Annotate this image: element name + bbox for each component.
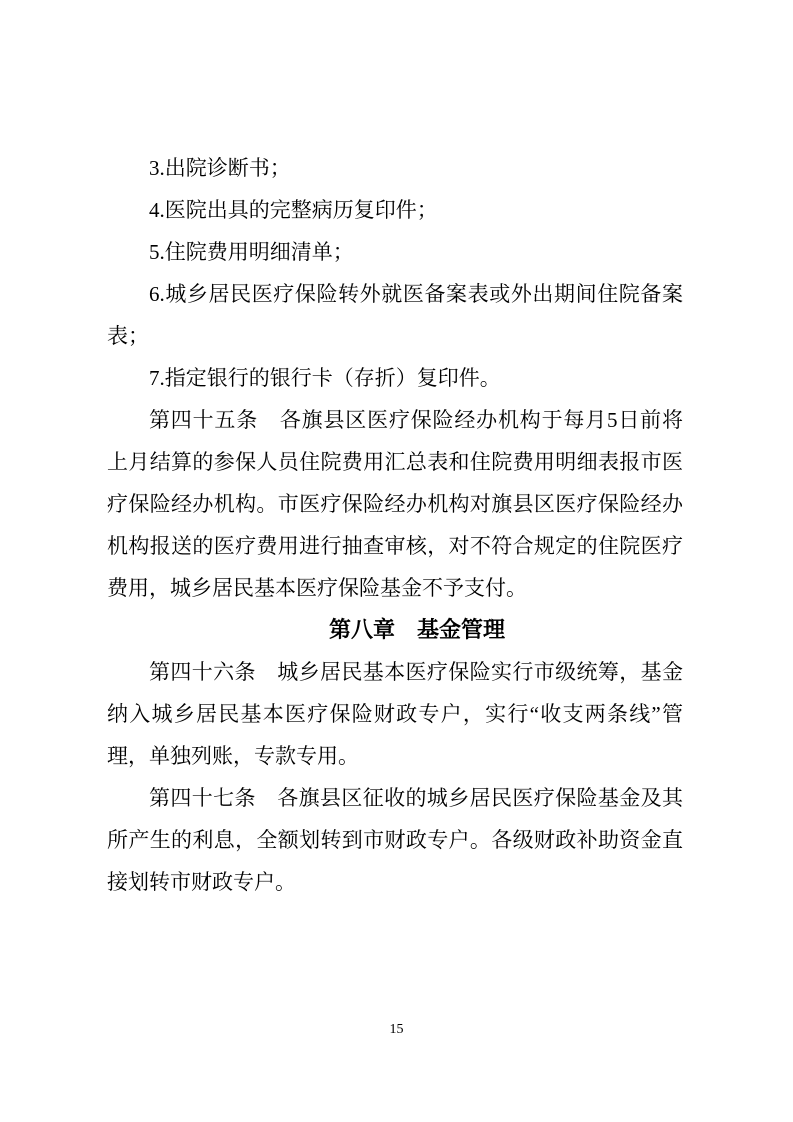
list-item-5: 5.住院费用明细清单；: [149, 240, 354, 264]
article-46-paragraph: 第四十六条 城乡居民基本医疗保险实行市级统筹，基金纳入城乡居民基本医疗保险财政专户，实行“收支两条线”管理，单独列账，专款专用。: [107, 660, 683, 768]
document-body: [107, 147, 683, 903]
article-47-paragraph: 第四十七条 各旗县区征收的城乡居民医疗保险基金及其所产生的利息，全额划转到市财政专户。各级财政补助资金直接划转市财政专户。: [107, 786, 683, 894]
list-item-3: 3.出院诊断书；: [149, 156, 291, 180]
page-number: 15: [389, 1022, 404, 1037]
chapter-8-heading: 第八章 基金管理: [328, 617, 505, 642]
article-45-paragraph: 第四十五条 各旗县区医疗保险经办机构于每月5日前将上月结算的参保人员住院费用汇总表和住院费用明细表报市医疗保险经办机构。市医疗保险经办机构对旗县区医疗保险经办机构报送的医疗费用进行抽查审核，对不符合规定的住院医疗费用，城乡居民基本医疗保险基金不予支付。: [107, 408, 683, 600]
list-item-7: 7.指定银行的银行卡（存折）复印件。: [149, 366, 501, 390]
list-item-6: 6.城乡居民医疗保险转外就医备案表或外出期间住院备案表；: [107, 282, 683, 348]
list-item-4: 4.医院出具的完整病历复印件；: [149, 198, 438, 222]
